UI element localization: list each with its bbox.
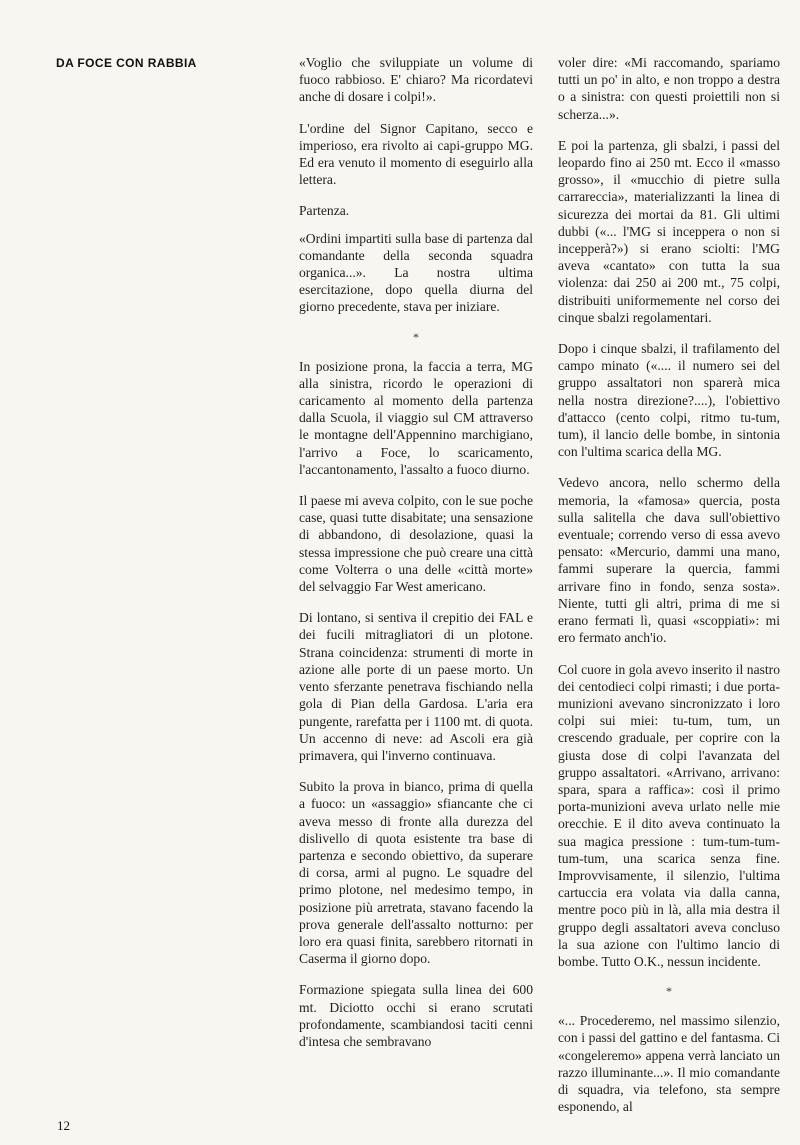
paragraph: Vedevo ancora, nello schermo della memoria, la «famosa» quercia, posta sulla salitella che dava sull'obiettivo eventuale; correndo verso di essa avevo pensato: «Mercurio, dammi una mano, fammi superare la quercia, fammi arrivare fino in fondo, senza sosta». Niente, tutti gli altri, prima di me si erano fermati lì, quasi «scoppiati»: mi ero fermato anch'io. <box>558 475 780 646</box>
paragraph: «Voglio che sviluppiate un volume di fuoco rabbioso. E' chiaro? Ma ricordatevi anche di dosare i colpi!». <box>299 55 533 105</box>
paragraph: Partenza. <box>299 203 350 219</box>
paragraph: «... Procederemo, nel massimo silenzio, con i passi del gattino e del fantasma. Ci «congeleremo» appena verrà lanciato un razzo illuminante...». Il mio comandante di squadra, via telefono, sta sempre esponendo, al <box>558 1013 780 1115</box>
page-number: 12 <box>57 1118 70 1133</box>
paragraph: L'ordine del Signor Capitano, secco e imperioso, era rivolto ai capi-gruppo MG. Ed era venuto il momento di eseguirlo alla lettera. <box>299 120 533 188</box>
paragraph: Col cuore in gola avevo inserito il nastro dei centodieci colpi rimasti; i due porta-munizioni avevano sincronizzato i loro colpi sui miei: tu-tum, tum, un crescendo graduale, per coprire con la giusta dose di colpi l'avanzata del gruppo assaltatori. «Arrivano, arrivano: spara, spara a raffica»: così il primo porta-munizioni aveva urlato nelle mie orecchie. E il dito aveva continuato la sua magica pressione : tum-tum-tum-tum-tum, una scarica senza fine. Improvvisamente, il silenzio, l'ultima cartuccia era volata via dalla canna, mentre poco più in là, alla mia destra il gruppo degli assaltatori aveva concluso la sua azione con l'ultimo lancio di bombe. Tutto O.K., nessun incidente. <box>558 661 780 969</box>
paragraph: Il paese mi aveva colpito, con le sue poche case, quasi tutte disabitate; una sensazione di abbandono, di desolazione, quasi la stessa impressione che può creare una città come Volterra o una delle «città morte» del selvaggio Far West americano. <box>299 493 533 595</box>
paragraph: E poi la partenza, gli sbalzi, i passi del leopardo fino ai 250 mt. Ecco il «masso grosso», il «mucchio di pietre sulla carrareccia», materializzanti la linea di sicurezza dei mortai da 81. Gli ultimi dubbi («... l'MG si inceppera o non si incepperà?») si erano sciolti: l'MG aveva «cantato» con tutta la sua violenza: dai 250 ai 200 mt., 75 colpi, distribuiti uniformemente nel corso dei cinque sbalzi regolamentari. <box>558 137 780 325</box>
paragraph: In posizione prona, la faccia a terra, MG alla sinistra, ricordo le operazioni di caricamento al momento della partenza dalla Scuola, il viaggio sul CM attraverso le montagne dell'Appennino marchigiano, l'arrivo a Foce, lo scaricamento, l'accantonamento, l'assalto a fuoco diurno. <box>299 358 533 477</box>
middle-column <box>299 54 533 1050</box>
section-separator: * <box>413 329 419 344</box>
paragraph: «Ordini impartiti sulla base di partenza dal comandante della seconda squadra organica...». La nostra ultima esercitazione, dopo quella diurna del giorno precedente, stava per iniziare. <box>299 230 533 315</box>
paragraph: Formazione spiegata sulla linea dei 600 mt. Diciotto occhi si erano scrutati profondamente, scambiandosi taciti cenni d'intesa che sembravano <box>299 982 533 1049</box>
section-separator: * <box>666 984 672 999</box>
paragraph: Di lontano, si sentiva il crepitio dei FAL e dei fucili mitragliatori di un plotone. Strana coincidenza: strumenti di morte in azione alle porte di un paese morto. Un vento sferzante penetrava fischiando nella gola di Pian della Gardosa. L'aria era pungente, rarefatta per i 1100 mt. di quota. Un accenno di neve: ad Ascoli era già primavera, qui l'inverno continuava. <box>299 610 533 763</box>
paragraph: Dopo i cinque sbalzi, il trafilamento del campo minato («.... il numero sei del gruppo assaltatori non sparerà mica nella nostra direzione?....), l'obiettivo d'attacco (cento colpi, ritmo tu-tum, tum), il lancio delle bombe, in sintonia con l'ultima scarica della MG. <box>558 341 780 460</box>
section-title: DA FOCE CON RABBIA <box>56 56 197 70</box>
right-column <box>558 54 780 1115</box>
paragraph: voler dire: «Mi raccomando, spariamo tutti un po' in alto, e non troppo a destra o a sinistra: con questi proiettili non si scherza...». <box>558 55 780 122</box>
paragraph: Subito la prova in bianco, prima di quella a fuoco: un «assaggio» sfiancante che ci aveva messo di fronte alla durezza del dislivello di quota esistente tra base di partenza e secondo obiettivo, da superare di corsa, armi al pugno. Le squadre del primo plotone, nel medesimo tempo, in posizione più arretrata, stavano facendo la prova generale dell'assalto notturno: per loro era quasi finita, sarebbero ritornati in Caserma il giorno dopo. <box>299 779 533 967</box>
